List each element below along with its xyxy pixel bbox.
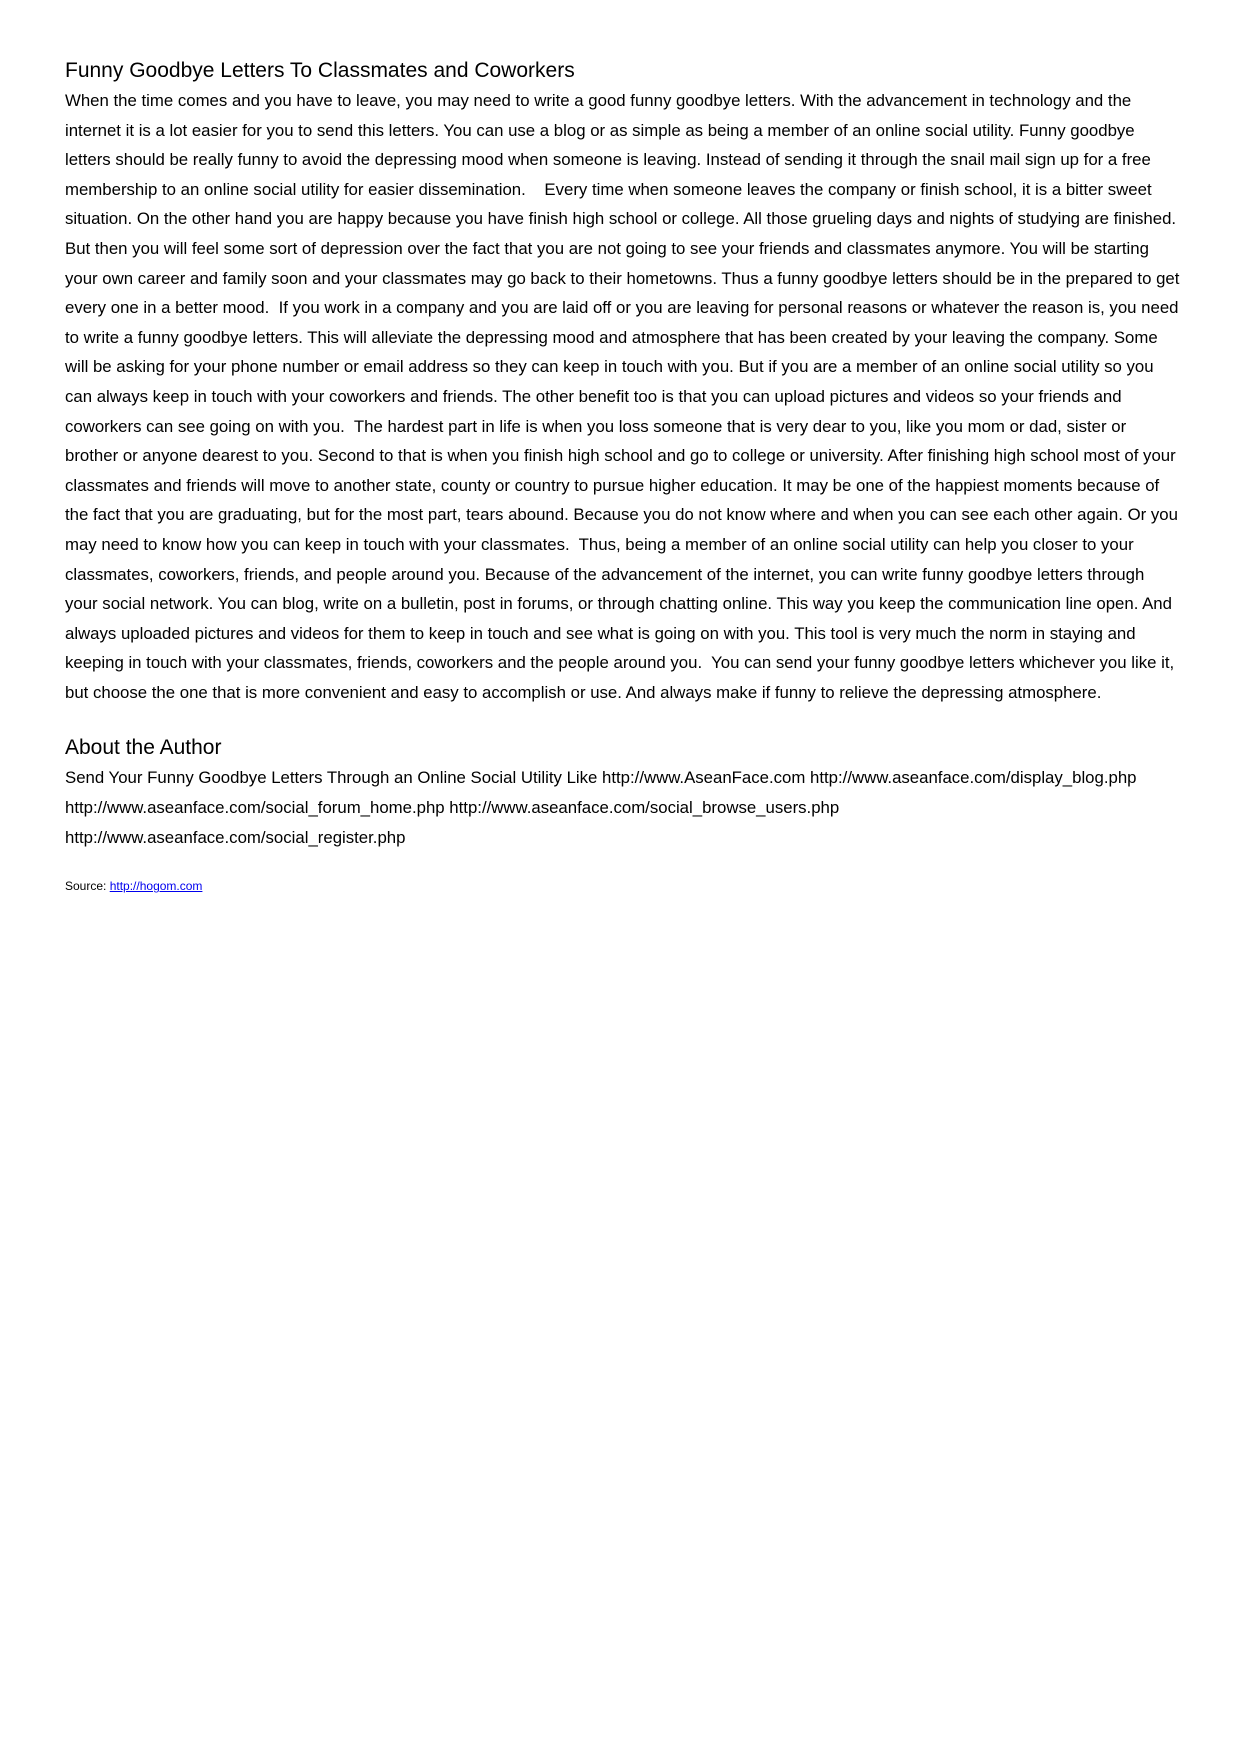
source-label: Source: (65, 879, 110, 894)
author-heading: About the Author (65, 736, 222, 760)
document-page (65, 56, 1185, 894)
author-text: Send Your Funny Goodbye Letters Through an Online Social Utility Like http://www.AseanFace.com http://www.aseanface.com/display_blog.php http://www.aseanface.com/social_forum_home.php http://www.aseanface.com/social_browse_users.php http://www.aseanface.com/social_register.php (65, 768, 1142, 847)
article-body: When the time comes and you have to leave, you may need to write a good funny goodbye letters. With the advancement in technology and the internet it is a lot easier for you to send this letters. You can use a blog or as simple as being a member of an online social utility. Funny goodbye letters should be really funny to avoid the depressing mood when someone is leaving. Instead of sending it through the snail mail sign up for a free membership to an online social utility for easier dissemination. Every time when someone leaves the company or finish school, it is a bitter sweet situation. On the other hand you are happy because you have finish high school or college. All those grueling days and nights of studying are finished. But then you will feel some sort of depression over the fact that you are not going to see your friends and classmates anymore. You will be starting your own career and family soon and your classmates may go back to their hometowns. Thus a funny goodbye letters should be in the prepared to get every one in a better mood. If you work in a company and you are laid off or you are leaving for personal reasons or whatever the reason is, you need to write a funny goodbye letters. This will alleviate the depressing mood and atmosphere that has been created by your leaving the company. Some will be asking for your phone number or email address so they can keep in touch with you. But if you are a member of an online social utility so you can always keep in touch with your coworkers and friends. The other benefit too is that you can upload pictures and videos so your friends and coworkers can see going on with you. The hardest part in life is when you loss someone that is very dear to you, like you mom or dad, sister or brother or anyone dearest to you. Second to that is when you finish high school and go to college or university. After finishing high school most of your classmates and friends will move to another state, county or country to pursue higher education. It may be one of the happiest moments because of the fact that you are graduating, but for the most part, tears abound. Because you do not know where and when you can see each other again. Or you may need to know how you can keep in touch with your classmates. Thus, being a member of an online social utility can help you closer to your classmates, coworkers, friends, and people around you. Because of the advancement of the internet, you can write funny goodbye letters through your social network. You can blog, write on a bulletin, post in forums, or through chatting online. This way you keep the communication line open. And always uploaded pictures and videos for them to keep in touch and see what is going on with you. This tool is very much the norm in staying and keeping in touch with your classmates, friends, coworkers and the people around you. You can send your funny goodbye letters whichever you like it, but choose the one that is more convenient and easy to accomplish or use. And always make if funny to relieve the depressing atmosphere. (65, 91, 1185, 702)
article-title: Funny Goodbye Letters To Classmates and Coworkers (65, 59, 575, 82)
source-line (65, 878, 1181, 894)
source-link[interactable]: http://hogom.com (109, 879, 203, 894)
